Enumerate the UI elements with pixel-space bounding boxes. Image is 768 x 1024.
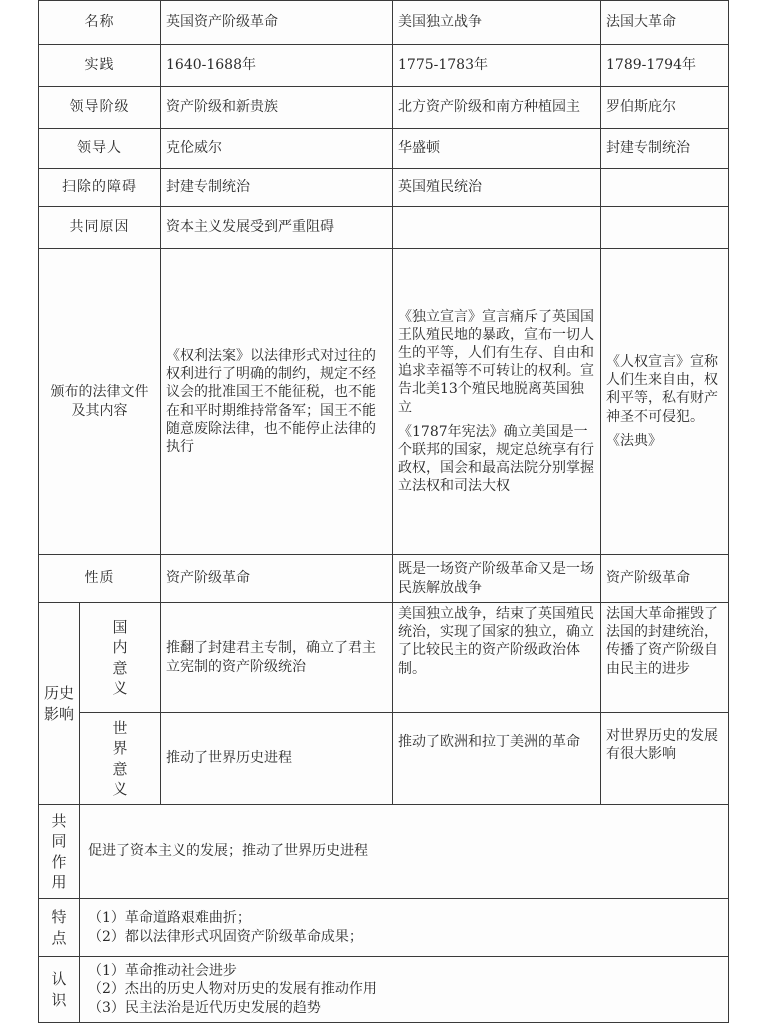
- cell-leader-col1: 克伦威尔: [161, 129, 393, 169]
- cell-nature-col2: 既是一场资产阶级革命又是一场民族解放战争: [393, 555, 601, 603]
- cell-leader-col2: 华盛顿: [393, 129, 601, 169]
- row-world-impact: [39, 713, 729, 805]
- cell-common-cause-col2: [393, 207, 601, 249]
- cell-practice-col1: 1640-1688年: [161, 45, 393, 87]
- row-features: [39, 899, 729, 957]
- cell-obstacle-col3: [601, 169, 729, 207]
- row-understanding: [39, 957, 729, 1023]
- cell-leading-class-col3: 罗伯斯庇尔: [601, 87, 729, 129]
- understanding-item: （3）民主法治是近代历史发展的趋势: [88, 999, 321, 1016]
- cell-domestic-col3: 法国大革命摧毁了法国的封建统治，传播了资产阶级自由民主的进步: [601, 603, 729, 713]
- row-practice: [39, 45, 729, 87]
- features-list: [80, 899, 729, 957]
- cell-legal-docs-col2: [393, 249, 601, 555]
- row-leader: [39, 129, 729, 169]
- cell-legal-docs-col1: 《权利法案》以法律形式对过往的权利进行了明确的制约，规定不经议会的批准国王不能征税，也不能在和平时期维持常备军；国王不能随意废除法律，也不能停止法律的执行: [161, 249, 393, 555]
- cell-nature-col1: 资产阶级革命: [161, 555, 393, 603]
- cell-leading-class-col2: 北方资产阶级和南方种植园主: [393, 87, 601, 129]
- cell-legal-docs-col3: [601, 249, 729, 555]
- cell-leading-class-col1: 资产阶级和新贵族: [161, 87, 393, 129]
- cell-practice-col3: 1789-1794年: [601, 45, 729, 87]
- row-label: 颁布的法律文件及其内容: [39, 249, 161, 555]
- rights-declaration-text: 《人权宣言》宣称人们生来自由，权利平等，私有财产神圣不可侵犯。: [606, 354, 718, 425]
- header-row: [39, 1, 729, 45]
- cell-leader-col3: 封建专制统治: [601, 129, 729, 169]
- cell-common-cause-col1: 资本主义发展受到严重阻碍: [161, 207, 393, 249]
- understanding-list: [80, 957, 729, 1023]
- row-label: 扫除的障碍: [39, 169, 161, 207]
- row-label: 实践: [39, 45, 161, 87]
- header-american-war: 美国独立战争: [393, 1, 601, 45]
- domestic-impact-label: 国内意义: [80, 603, 161, 713]
- header-label-cell: 名称: [39, 1, 161, 45]
- world-impact-label: 世界意义: [80, 713, 161, 805]
- understanding-label: 认识: [39, 957, 80, 1023]
- understanding-item: （2）杰出的历史人物对历史的发展有推动作用: [88, 981, 377, 998]
- row-label: 领导阶级: [39, 87, 161, 129]
- row-nature: [39, 555, 729, 603]
- history-impact-label: 历史影响: [39, 603, 80, 805]
- understanding-item: （1）革命推动社会进步: [88, 963, 237, 980]
- header-english-revolution: 英国资产阶级革命: [161, 1, 393, 45]
- row-label: 领导人: [39, 129, 161, 169]
- row-leading-class: [39, 87, 729, 129]
- row-domestic-impact: [39, 603, 729, 713]
- cell-domestic-col1: 推翻了封建君主专制，确立了君主立宪制的资产阶级统治: [161, 603, 393, 713]
- row-label: 性质: [39, 555, 161, 603]
- cell-world-col2: 推动了欧洲和拉丁美洲的革命: [393, 713, 601, 805]
- declaration-of-independence-text: 《独立宣言》宣言痛斥了英国国王队殖民地的暴政，宣布一切人生的平等，人们有生存、自由和追求幸福等不可转让的权利。宣告北美13个殖民地脱离英国独立: [398, 308, 594, 416]
- cell-world-col1: 推动了世界历史进程: [161, 713, 393, 805]
- cell-practice-col2: 1775-1783年: [393, 45, 601, 87]
- constitution-1787-text: 《1787年宪法》确立美国是一个联邦的国家，规定总统享有行政权，国会和最高法院分别掌握立法权和司法大权: [398, 423, 594, 495]
- header-french-revolution: 法国大革命: [601, 1, 729, 45]
- features-item: （1）革命道路艰难曲折；: [88, 910, 251, 927]
- cell-nature-col3: 资产阶级革命: [601, 555, 729, 603]
- row-obstacle: [39, 169, 729, 207]
- cell-obstacle-col2: 英国殖民统治: [393, 169, 601, 207]
- common-role-text: 促进了资本主义的发展；推动了世界历史进程: [80, 805, 729, 899]
- row-label: 共同原因: [39, 207, 161, 249]
- row-common-cause: [39, 207, 729, 249]
- comparison-table: [38, 0, 729, 1023]
- features-item: （2）都以法律形式巩固资产阶级革命成果；: [88, 928, 363, 945]
- features-label: 特点: [39, 899, 80, 957]
- row-common-role: [39, 805, 729, 899]
- cell-world-col3: 对世界历史的发展有很大影响: [601, 713, 729, 805]
- code-text: 《法典》: [606, 432, 662, 449]
- cell-common-cause-col3: [601, 207, 729, 249]
- cell-obstacle-col1: 封建专制统治: [161, 169, 393, 207]
- cell-domestic-col2: 美国独立战争，结束了英国殖民统治，实现了国家的独立，确立了比较民主的资产阶级政治体制。: [393, 603, 601, 713]
- common-role-label: 共同作用: [39, 805, 80, 899]
- row-legal-documents: [39, 249, 729, 555]
